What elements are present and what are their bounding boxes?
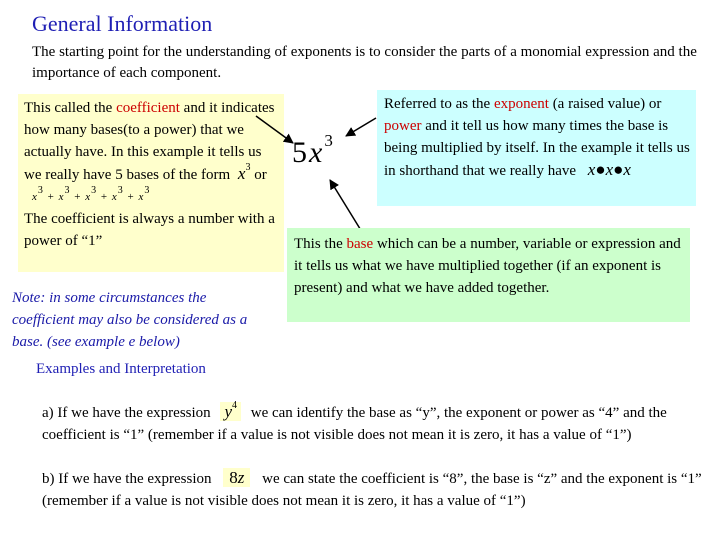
intro-paragraph: The starting point for the understanding of exponents is to consider the parts of a monomial expression and the importance of each component. [32, 44, 697, 81]
coefficient-text-2: and it indicates how many bases(to a power) that we actually have. In this example it tells us we really have 5 bases of the form [24, 100, 275, 183]
example-a-text-2: we can identify the base as “y”, the exponent or power as “4” and the coefficient is “1” (remember if a value is not visible does not mean it is zero, it has a value of “1”) [42, 405, 667, 443]
base-text-2: which can be a number, variable or expression and it tells us what we have multiplied together (if an exponent is present) and what we have added together. [294, 236, 681, 296]
arrow-to-base [330, 180, 362, 232]
arrow-to-coefficient [256, 116, 293, 143]
examples-heading: Examples and Interpretation [36, 361, 206, 377]
example-a [42, 401, 702, 446]
example-a-expression: $y^4$ [220, 402, 241, 421]
exponent-keyword: exponent [493, 96, 549, 112]
monomial-exponent: 3 [324, 131, 333, 150]
product-expression: x●x●x [587, 160, 631, 179]
coefficient-text-3: or [250, 167, 267, 183]
monomial-coefficient: 5 [292, 136, 307, 169]
base-explanation-box [287, 228, 690, 322]
power-keyword: power [384, 118, 422, 134]
exponent-text-3: and it tell us how many times the base is being multiplied by itself. In the example it tells us in shorthand that we really have [384, 118, 690, 179]
exponent-explanation-box [377, 90, 696, 206]
example-b-text-1: b) If we have the expression [42, 471, 212, 487]
coefficient-keyword: coefficient [116, 100, 180, 116]
example-a-text-1: a) If we have the expression [42, 405, 211, 421]
expansion-expression: $x^3 + x^3 + x^3 + x^3 + x^3$ [32, 185, 151, 203]
page-title: General Information [32, 11, 213, 36]
form-base: x [237, 164, 246, 183]
example-b-expression: 8z [223, 468, 250, 487]
note-text: Note: in some circumstances the coefficient may also be considered as a base. (see example e below) [12, 290, 248, 350]
base-keyword: base [346, 236, 374, 252]
coefficient-text-1: This called the [24, 100, 117, 116]
form-exponent: 3 [245, 162, 251, 173]
base-text-1: This the [294, 236, 347, 252]
monomial-base: x [309, 136, 323, 169]
exponent-text-2: (a raised value) or [548, 96, 662, 112]
coefficient-power-note: The coefficient is always a number with a power of “1” [24, 211, 275, 249]
arrow-to-exponent [346, 118, 376, 136]
example-b-text-2: we can state the coefficient is “8”, the base is “z” and the exponent is “1” (remember if a value is not visible does not mean it is zero, it has a value of “1”) [42, 471, 702, 509]
exponent-text-1: Referred to as the [384, 96, 494, 112]
example-b [42, 467, 702, 512]
